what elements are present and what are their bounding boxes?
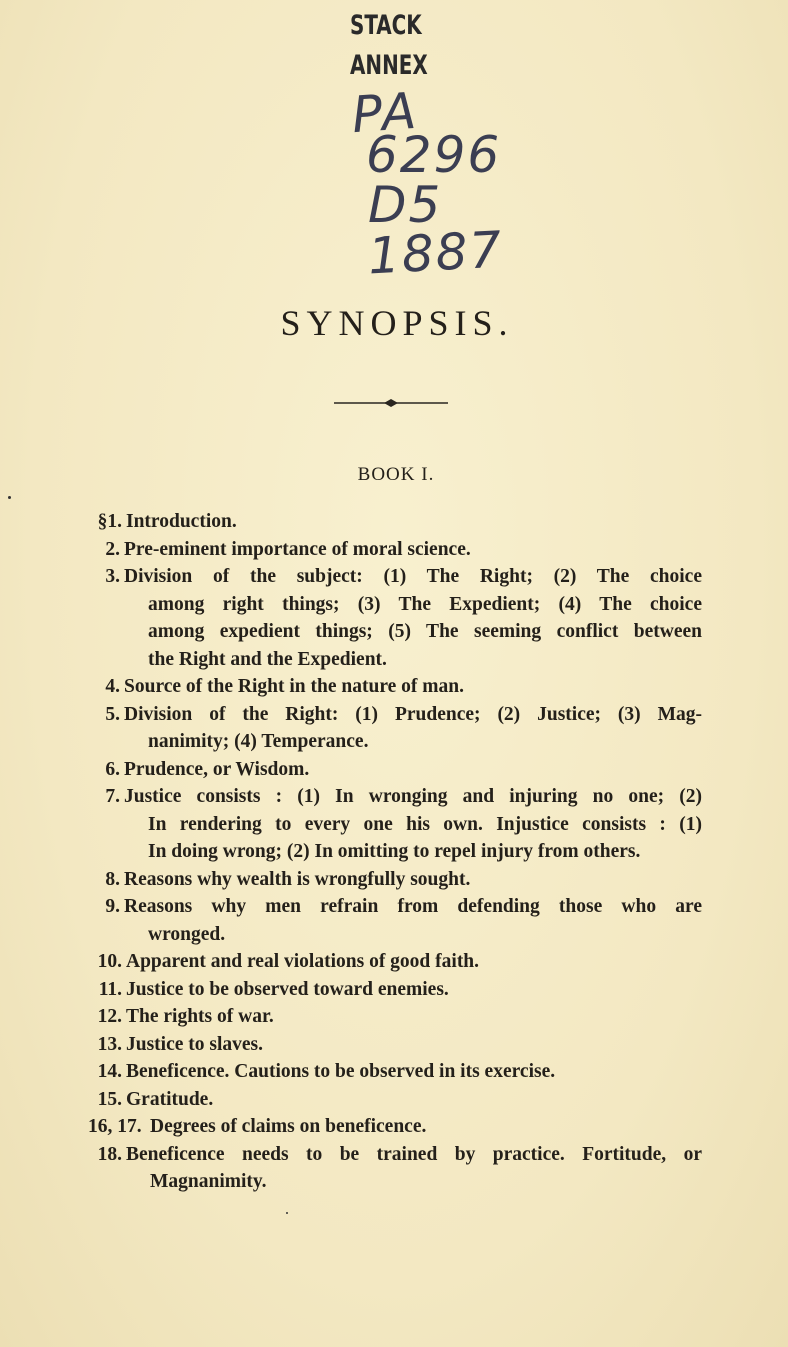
- entry-number: 9.: [105, 896, 120, 917]
- entry-text-line: The rights of war.: [126, 1006, 274, 1027]
- entry-text-line: Gratitude.: [126, 1088, 214, 1110]
- ornament-divider: [334, 396, 448, 410]
- entry-text-line: wronged.: [148, 923, 226, 945]
- entry-text-line: Degrees of claims on beneficence.: [150, 1116, 427, 1137]
- entry-text-line: In doing wrong; (2) In omitting to repel injury from others.: [148, 841, 641, 862]
- entry-text-line: nanimity; (4) Temperance.: [148, 731, 369, 752]
- entry-number: 12.: [97, 1006, 122, 1027]
- entry-number: 6.: [105, 758, 120, 780]
- entry-text-line: Justice consists : (1) In wronging and injuring no one; (2): [124, 786, 702, 807]
- entry-number: 16, 17.: [88, 1116, 142, 1137]
- entry-text-line: In rendering to every one his own. Injustice consists : (1): [148, 813, 702, 835]
- entry-number: 3.: [105, 566, 120, 587]
- entry-text-line: among right things; (3) The Expedient; (4) The choice: [148, 593, 702, 615]
- entry-text-line: Reasons why wealth is wrongfully sought.: [124, 868, 471, 890]
- entry-text-line: Division of the subject: (1) The Right; (2) The choice: [124, 566, 702, 587]
- entry-text-line: Justice to be observed toward enemies.: [126, 978, 449, 1000]
- entry-text-line: Reasons why men refrain from defending those who are: [124, 896, 702, 917]
- entry-text-line: Introduction.: [126, 511, 237, 532]
- entry-number: 7.: [105, 786, 120, 807]
- entry-text-line: Prudence, or Wisdom.: [124, 758, 310, 780]
- library-stamp-line1: STACK: [350, 10, 422, 41]
- entry-number: 4.: [105, 676, 120, 697]
- entry-text-line: Pre-eminent importance of moral science.: [124, 538, 471, 560]
- entry-number: 13.: [97, 1033, 122, 1055]
- entry-number: 10.: [97, 951, 122, 972]
- entry-number: 5.: [105, 703, 120, 725]
- entry-number: 18.: [97, 1143, 122, 1165]
- entry-number: 11.: [98, 978, 122, 1000]
- entry-text-line: the Right and the Expedient.: [148, 648, 387, 670]
- handwritten-call-number-line3: D5: [368, 176, 443, 234]
- entry-text-line: Beneficence. Cautions to be observed in its exercise.: [126, 1061, 556, 1082]
- page-title: SYNOPSIS.: [280, 303, 514, 343]
- entry-number: 2.: [105, 538, 120, 560]
- entry-text-line: Justice to slaves.: [126, 1033, 264, 1055]
- entry-number: 8.: [105, 868, 120, 890]
- paper-speck: [286, 1212, 288, 1214]
- handwritten-call-number-line4: 1887: [366, 220, 505, 286]
- handwritten-call-number-line2: 6296: [366, 126, 502, 184]
- paper-speck: [8, 496, 11, 499]
- book-heading: BOOK I.: [357, 464, 435, 485]
- entry-number: §1.: [97, 511, 122, 532]
- entry-text-line: Apparent and real violations of good faith.: [126, 951, 480, 972]
- entry-text-line: Magnanimity.: [150, 1171, 267, 1192]
- entry-text-line: Division of the Right: (1) Prudence; (2) Justice; (3) Mag-: [124, 703, 702, 725]
- entry-number: 14.: [97, 1061, 122, 1082]
- entry-text-line: Source of the Right in the nature of man.: [124, 676, 464, 697]
- handwritten-call-number-line1: PA: [350, 81, 420, 145]
- library-stamp-line2: ANNEX: [350, 50, 428, 81]
- entry-number: 15.: [97, 1088, 122, 1110]
- entry-text-line: Beneficence needs to be trained by practice. Fortitude, or: [126, 1143, 702, 1165]
- entry-text-line: among expedient things; (5) The seeming conflict between: [148, 621, 702, 642]
